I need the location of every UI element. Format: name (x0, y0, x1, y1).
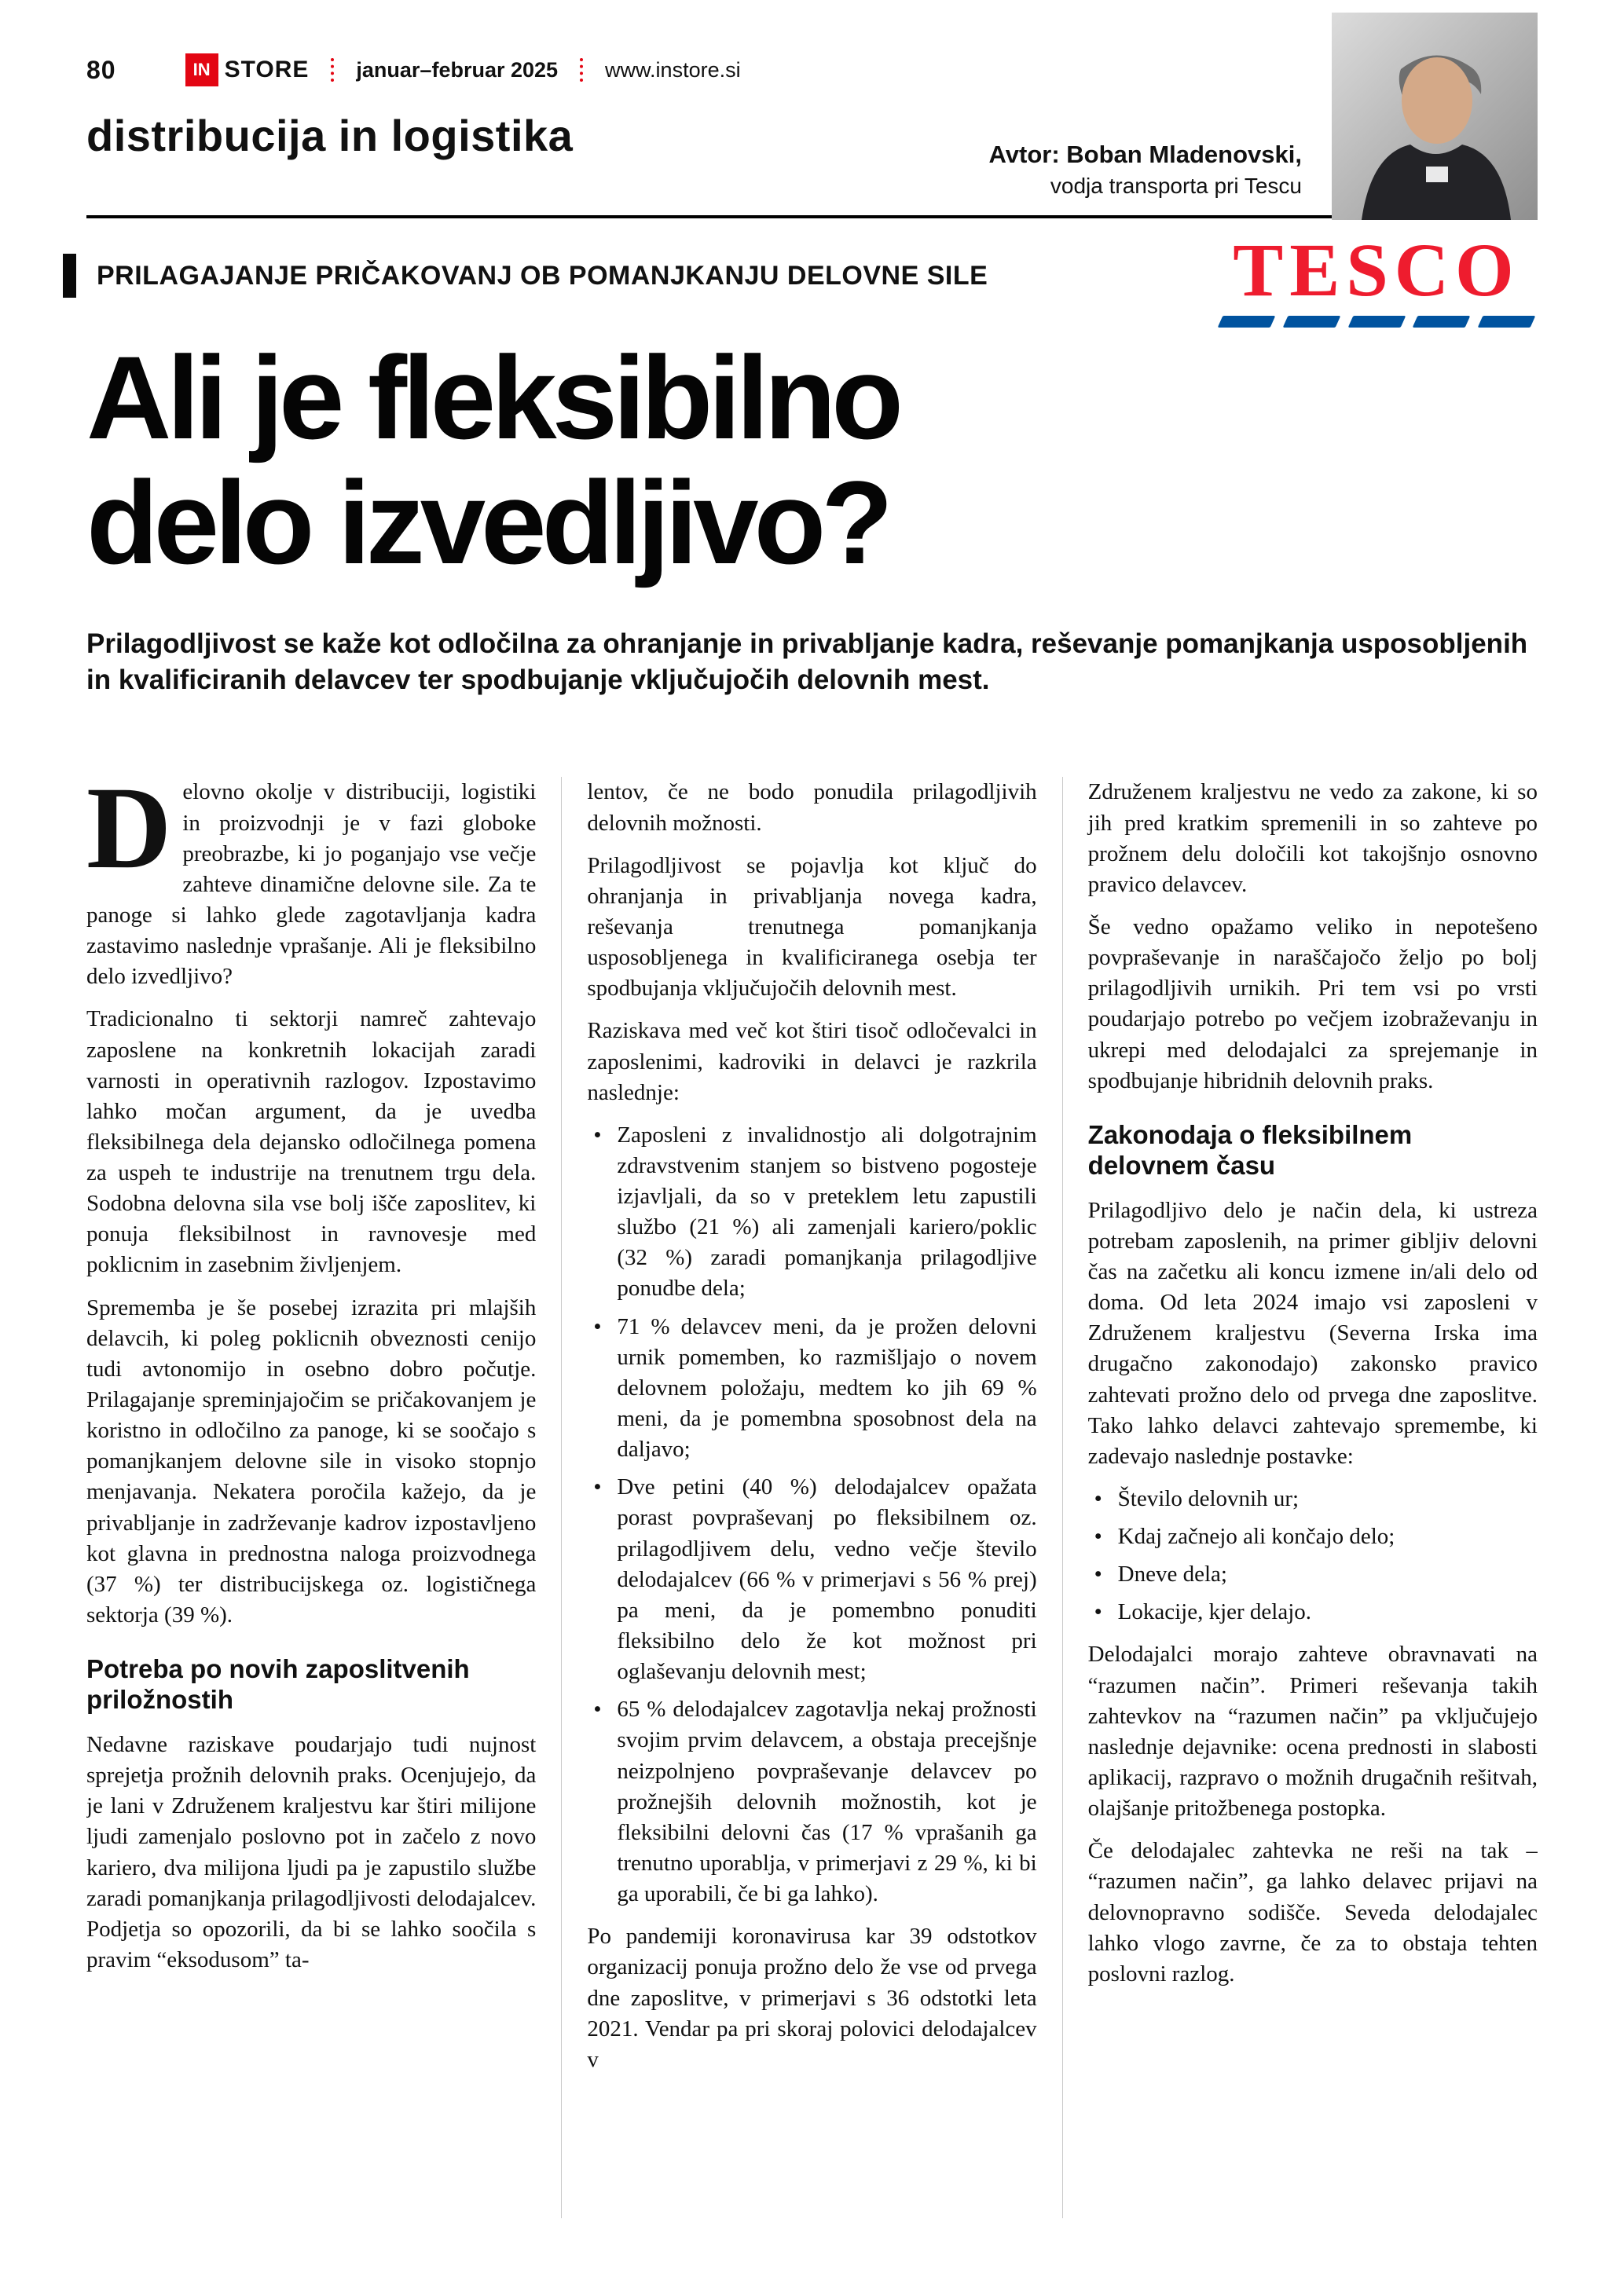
headline-line-1: Ali je fleksibilno (86, 331, 899, 463)
section-title: distribucija in logistika (86, 111, 574, 160)
paragraph: Prilagodljivo delo je način dela, ki ustreza potrebam zaposlenih, na primer gibljiv delovni čas na začetku ali koncu izmene in/ali delo od doma. Od leta 2024 imajo vsi zaposleni v Združenem kraljestvu (Severna Irska ima drugačno zakonodajo) zakonsko pravico zahtevati prožno delo od prvega dne zaposlitve. Tako lahko delavci zahtevajo spremembe, ki zadevajo naslednje postavke: (1087, 1197, 1538, 1469)
bullet-list (1088, 1484, 1538, 1628)
article-body (86, 777, 1538, 2218)
author-photo (1332, 13, 1538, 220)
bullet-item: • 71 % delavcev meni, da je prožen delovni urnik pomemben, ko razmišljajo o novem delovnem položaju, medtem ko jih 69 % meni, da je pomembna sposobnost dela na daljavo; (587, 1312, 1036, 1466)
headline-line-2: delo izvedljivo? (86, 456, 889, 588)
bullet-item: • 65 % delodajalcev zagotavlja nekaj prožnosti svojim prvim delavcem, a obstaja precejšnje neizpolnjeno povpraševanje delavcev po prožnejših delovnih možnostih, kot je fleksibilni delovni čas (17 % vprašanih ga trenutno uporablja, v primerjavi z 29 %, ki bi ga uporabili, če bi ga lahko). (587, 1694, 1036, 1910)
paragraph: Delodajalci morajo zahteve obravnavati na “razumen način”. Primeri reševanja takih zahtevkov na “razumen način” pa vključujejo naslednje dejavnike: ocena prednosti in slabosti aplikacij, razpravo o možnih drugačnih rešitvah, olajšanje pritožbenega postopka. (1087, 1642, 1538, 1822)
paragraph: Po pandemiji koronavirusa kar 39 odstotkov organizacij ponuja prožno delo že vse od prvega dne zaposlitve, v primerjavi s 36 odstotki leta 2021. Vendar pa pri skoraj polovici delodajalcev v (587, 1924, 1037, 2072)
header-rule (86, 215, 1538, 218)
paragraph: Združenem kraljestvu ne vedo za zakone, ki so jih pred kratkim spremenili in so zahteve po prožnem delu določili kot takojšnjo osnovno pravico delavcev. (1087, 779, 1538, 897)
paragraph (86, 777, 536, 992)
bullet-list (587, 1120, 1036, 1910)
kicker-bar-icon (63, 254, 76, 298)
tesco-underline-icon (1215, 316, 1538, 328)
kicker-row (86, 254, 1538, 298)
bullet-item: • Dneve dela; (1088, 1559, 1538, 1590)
issue-date: januar–februar 2025 (356, 57, 559, 82)
paragraph: Raziskava med več kot štiri tisoč odločevalci in zaposlenimi, kadroviki in delavci je razkrila naslednje: (587, 1018, 1037, 1105)
instore-logo-icon: IN (185, 53, 218, 86)
paragraph: Prilagodljivost se pojavlja kot ključ do ohranjanja in privabljanja novega kadra, reševanja trenutnega pomanjkanja usposobljenega in kvalificiranega osebja ter spodbujanja vključujočih delovnih mest. (587, 852, 1037, 1002)
drop-cap: D (86, 777, 172, 894)
column-3 (1062, 777, 1538, 2218)
paragraph: Če delodajalec zahtevka ne reši na tak – “razumen način”, ga lahko delavec prijavi na delovnopravno sodišče. Seveda delodajalec lahko vlogo zavrne, če za to obstaja tehten poslovni razlog. (1087, 1838, 1538, 1987)
paragraph-text: elovno okolje v distribuciji, logistiki in proizvodnji je v fazi globoke preobrazbe, ki jo poganjajo vse večje zahteve dinamične delovne sile. Za te panoge si lahko glede zagotavljanja kadra zastavimo naslednje vprašanje. Ali je fleksibilno delo izvedljivo? (86, 779, 537, 990)
instore-logo-text: STORE (224, 57, 310, 82)
dotted-separator-icon (580, 58, 583, 82)
kicker-text: PRILAGAJANJE PRIČAKOVANJ OB POMANJKANJU DELOVNE SILE (97, 260, 988, 291)
column-1 (86, 777, 561, 2218)
lead-paragraph: Prilagodljivost se kaže kot odločilna za ohranjanje in privabljanje kadra, reševanje pomanjkanja usposobljenih in kvalificiranih delavcev ter spodbujanje vključujočih delovnih mest. (86, 628, 1528, 696)
website-url: www.instore.si (605, 57, 741, 82)
top-bar (86, 0, 1538, 86)
paragraph: Tradicionalno ti sektorji namreč zahtevajo zaposlene na konkretnih lokacijah zaradi varnosti in operativnih razlogov. Izpostavimo lahko močan argument, da je uvedba fleksibilnega dela dejansko odločilnega pomena za uspeh te industrije na trenutnem trgu dela. Sodobna delovna sila vse bolj išče zaposlitev, ki ponuja fleksibilnost in ravnovesje med poklicnim in zasebnim življenjem. (86, 1006, 537, 1278)
bullet-item: • Število delovnih ur; (1088, 1484, 1538, 1514)
bullet-item: • Kdaj začnejo ali končajo delo; (1088, 1522, 1538, 1552)
subheading: Zakonodaja o fleksibilnem delovnem času (1087, 1119, 1413, 1180)
column-2 (561, 777, 1061, 2218)
dotted-separator-icon (331, 58, 334, 82)
bullet-item: • Zaposleni z invalidnostjo ali dolgotrajnim zdravstvenim stanjem so bistveno pogosteje izjavljali, da so v preteklem letu zapustili službo (21 %) ali zamenjali kariero/poklic (32 %) zaradi pomanjkanja prilagodljive ponudbe dela; (587, 1120, 1036, 1305)
tesco-logo-text: TESCO (1233, 228, 1520, 312)
author-photo-image (1332, 13, 1538, 220)
paragraph: lentov, če ne bodo ponudila prilagodljivih delovnih možnosti. (587, 779, 1037, 836)
bullet-item: • Dve petini (40 %) delodajalcev opažata porast povpraševanj po fleksibilnem oz. prilagodljivem delu, vedno večje število delodajalcev (66 % v primerjavi s 56 % prej) pa meni, da je pomembno ponuditi fleksibilno delo že kot možnost pri oglaševanju delovnih mest; (587, 1472, 1036, 1687)
paragraph: Nedavne raziskave poudarjajo tudi nujnost sprejetja prožnih delovnih praks. Ocenjujejo, da je lani v Združenem kraljestvu kar štiri milijone ljudi zamenjalo poslovno pot in začelo z novo kariero, dva milijona ljudi pa je zapustilo službe zaradi pomanjkanja prilagodljivosti delodajalcev. Podjetja so opozorili, da bi se lahko soočila s pravim “eksodusom” ta- (86, 1732, 537, 1973)
instore-logo (185, 53, 310, 86)
bullet-item: • Lokacije, kjer delajo. (1088, 1597, 1538, 1628)
paragraph: Sprememba je še posebej izrazita pri mlajših delavcih, ki poleg poklicnih obveznosti cenijo tudi avtonomijo in osebno dobro počutje. Prilagajanje spreminjajočim se pričakovanjem je koristno in odločilno za panoge, ki se soočajo s pomanjkanjem delovne sile in visoko stopnjo menjavanja. Nekatera poročila kažejo, da je privabljanje in zadrževanje kadrov izpostavljeno kot glavna in prednostna naloga proizvodnega (37 %) ter distribucijskega oz. logističnega sektorja (39 %). (86, 1294, 537, 1628)
page-number: 80 (86, 55, 116, 84)
author-name: Avtor: Boban Mladenovski, (988, 141, 1302, 168)
author-credit (989, 138, 1302, 201)
author-role: vodja transporta pri Tescu (1050, 173, 1302, 198)
paragraph: Še vedno opažamo veliko in nepotešeno povpraševanje in naraščajočo željo po bolj prilagodljivih urnikih. Pri tem vsi po vrsti poudarjajo potrebo po večjem izobraževanju in ukrepi med delodajalci za sprejemanje in spodbujanje hibridnih delovnih praks. (1087, 914, 1538, 1093)
headline (86, 331, 1538, 588)
subheading: Potreba po novih zaposlitvenih priložnostih (86, 1654, 470, 1715)
